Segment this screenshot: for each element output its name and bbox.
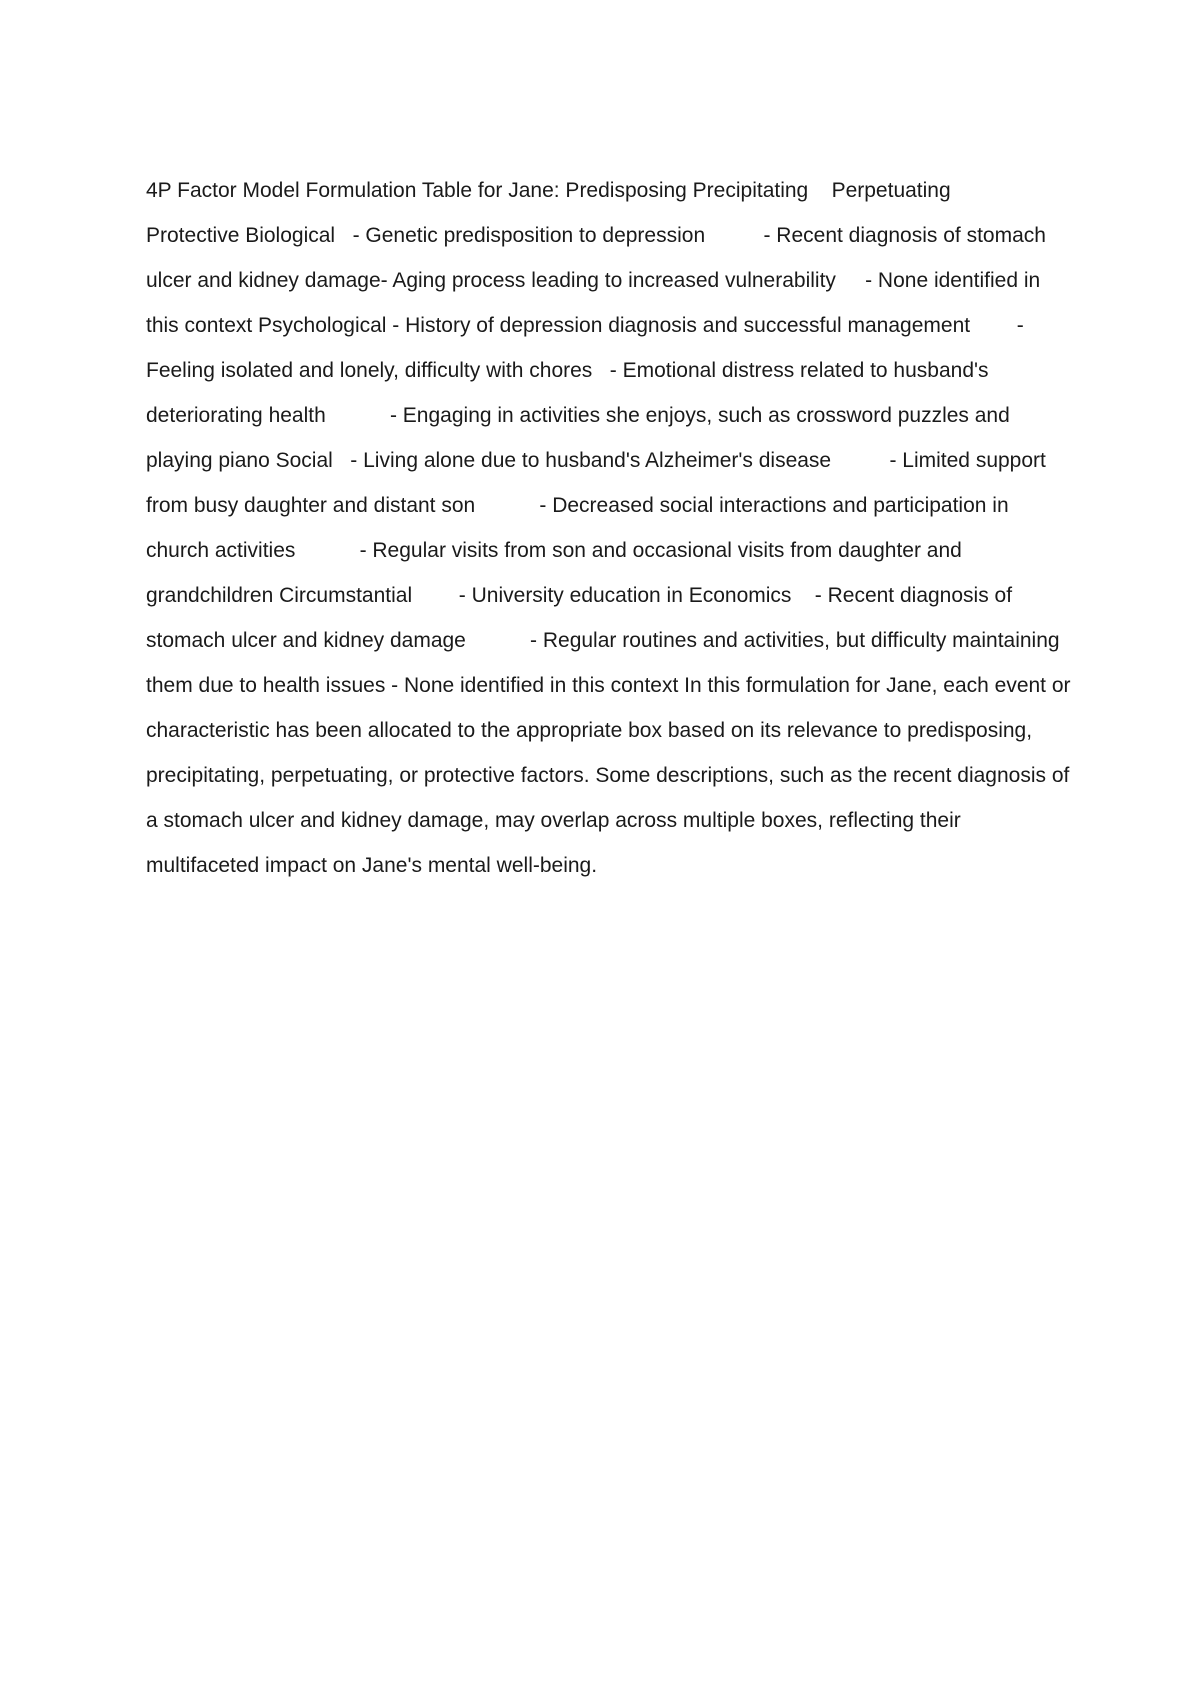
body-paragraph: 4P Factor Model Formulation Table for Jane: Predisposing Precipitating Perpetuating Protective Biological - Genetic predisposition to depression - Recent diagnosis of stomach ulcer and kidney damage- Aging process leading to increased vulnerability - None identified in this context Psychological - History of depression diagnosis and successful management - Feeling isolated and lonely, difficulty with chores - Emotional distress related to husband's deteriorating health - Engaging in activities she enjoys, such as crossword puzzles and playing piano Social - Living alone due to husband's Alzheimer's disease - Limited support from busy daughter and distant son - Decreased social interactions and participation in church activities - Regular visits from son and occasional visits from daughter and grandchildren Circumstantial - University education in Economics - Recent diagnosis of stomach ulcer and kidney damage - Regular routines and activities, but difficulty maintaining them due to health issues - None identified in this context In this formulation for Jane, each event or characteristic has been allocated to the appropriate box based on its relevance to predisposing, precipitating, perpetuating, or protective factors. Some descriptions, such as the recent diagnosis of a stomach ulcer and kidney damage, may overlap across multiple boxes, reflecting their multifaceted impact on Jane's mental well-being. xyxy=(146,179,1077,877)
